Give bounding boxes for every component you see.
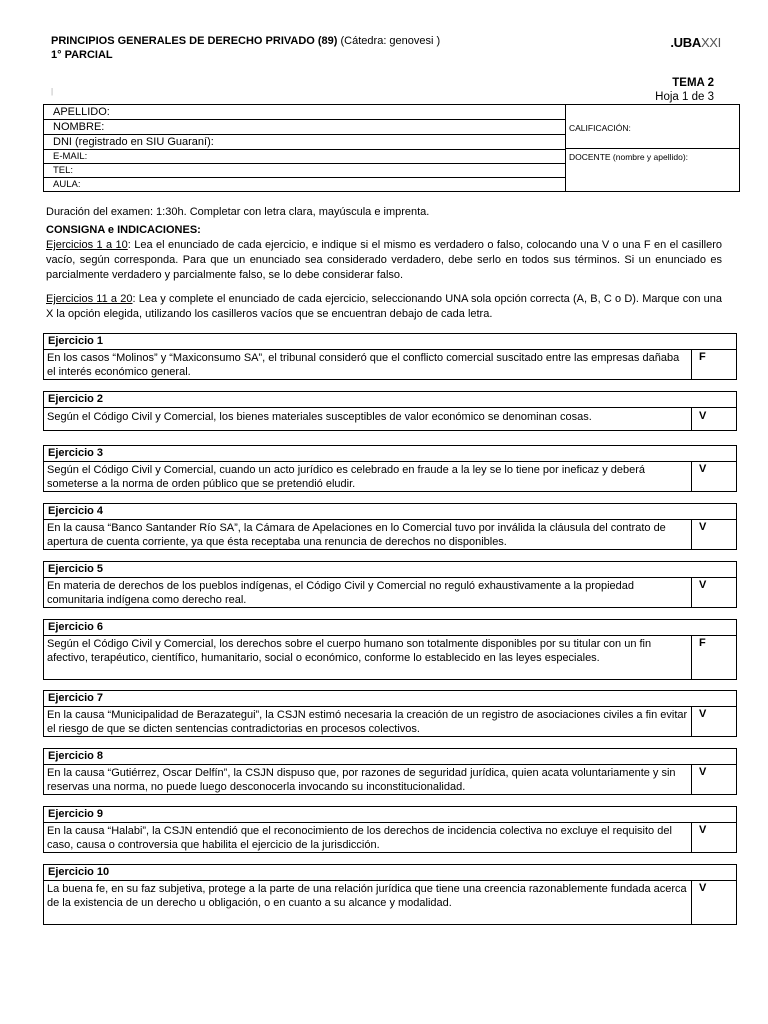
- tema-label: TEMA 2: [672, 77, 714, 89]
- answer-box[interactable]: F: [699, 637, 706, 649]
- exercise-title: Ejercicio 9: [44, 807, 736, 823]
- ej2-label: Ejercicios 11 a 20: [46, 293, 133, 305]
- exercise-statement: La buena fe, en su faz subjetiva, protege a la parte de una relación jurídica que tiene una creencia razonablemente fundada acerca de la existencia de un derecho u obligación, o en cuanto a su alcance y modalidad.: [44, 881, 692, 924]
- instructions: [46, 205, 722, 322]
- answer-box[interactable]: V: [699, 708, 707, 720]
- exercise-statement: En los casos “Molinos” y “Maxiconsumo SA”, el tribunal consideró que el conflicto comercial suscitado entre las empresas dañaba el interés económico general.: [44, 350, 692, 379]
- docente-label: DOCENTE (nombre y apellido):: [569, 152, 689, 162]
- margin-tick: |: [51, 87, 54, 96]
- exercise-9: [43, 806, 737, 853]
- exercise-10: [43, 864, 737, 925]
- tel-field[interactable]: TEL:: [44, 164, 566, 178]
- course-name: PRINCIPIOS GENERALES DE DERECHO PRIVADO (89): [51, 35, 338, 47]
- answer-box[interactable]: V: [699, 579, 707, 591]
- logo-suffix: XXI: [700, 35, 721, 50]
- instructions-part-2: [46, 292, 722, 322]
- parcial-label: 1° PARCIAL: [51, 49, 113, 61]
- exercise-statement: Según el Código Civil y Comercial, cuando un acto jurídico es celebrado en fraude a la ley se lo tiene por ineficaz y deberá someterse a la norma de orden público que se pretendió eludir.: [44, 462, 692, 491]
- aula-field[interactable]: AULA:: [53, 179, 81, 190]
- nombre-field[interactable]: NOMBRE:: [44, 120, 566, 135]
- exercise-statement: En materia de derechos de los pueblos indígenas, el Código Civil y Comercial no reguló exhaustivamente a la propiedad comunitaria indígena como derecho real.: [44, 578, 692, 607]
- exercise-title: Ejercicio 4: [44, 504, 736, 520]
- duracion-text: Duración del examen: 1:30h. Completar con letra clara, mayúscula e imprenta.: [46, 206, 430, 218]
- exercise-2: [43, 391, 737, 431]
- logo-main: .UBA: [670, 35, 701, 50]
- exercise-title: Ejercicio 8: [44, 749, 736, 765]
- consigna-heading: CONSIGNA e INDICACIONES:: [46, 224, 201, 236]
- answer-box[interactable]: V: [699, 410, 707, 422]
- exercise-statement: En la causa “Municipalidad de Berazategui”, la CSJN estimó necesaria la creación de un registro de asociaciones civiles a fin evitar el riesgo de que se dicten sentencias contradictorias en procesos colectivos.: [44, 707, 692, 736]
- exercise-title: Ejercicio 10: [44, 865, 736, 881]
- document-header: [51, 35, 721, 65]
- uba-logo: [670, 35, 721, 50]
- answer-box[interactable]: V: [699, 463, 707, 475]
- exercise-3: [43, 445, 737, 492]
- exercise-title: Ejercicio 3: [44, 446, 736, 462]
- answer-box[interactable]: V: [699, 766, 707, 778]
- calificacion-divider: [566, 148, 739, 149]
- calificacion-label: CALIFICACIÓN:: [569, 123, 631, 133]
- exercise-title: Ejercicio 6: [44, 620, 736, 636]
- course-title: [51, 35, 440, 47]
- exercise-statement: Según el Código Civil y Comercial, los bienes materiales susceptibles de valor económico se denominan cosas.: [44, 408, 692, 430]
- catedra-label: (Cátedra: genovesi ): [340, 35, 441, 47]
- ej1-text: : Lea el enunciado de cada ejercicio, e indique si el mismo es verdadero o falso, colocando una V o una F en el casillero vacío, según corresponda. Para que un enunciado sea considerado verdadero, debe serlo en todos sus términos. Si un enunciado es parcialmente verdadero y parcialmente falso, se lo debe considerar falso.: [46, 239, 722, 281]
- exercise-title: Ejercicio 7: [44, 691, 736, 707]
- student-id-table: [43, 104, 740, 192]
- exercise-6: [43, 619, 737, 680]
- email-field[interactable]: E-MAIL:: [44, 150, 566, 164]
- exercise-7: [43, 690, 737, 737]
- exercise-title: Ejercicio 1: [44, 334, 736, 350]
- answer-box[interactable]: V: [699, 824, 707, 836]
- exercise-statement: Según el Código Civil y Comercial, los derechos sobre el cuerpo humano son totalmente disponibles por su titular con un fin afectivo, terapéutico, científico, humanitario, social o económico, conforme lo establecido en las leyes especiales.: [44, 636, 692, 679]
- ej2-text: : Lea y complete el enunciado de cada ejercicio, seleccionando UNA sola opción correcta (A, B, C o D). Marque con una X la opción elegida, utilizando los casilleros vacíos que se encuentran debajo de cada letra.: [46, 293, 722, 320]
- exercise-title: Ejercicio 2: [44, 392, 736, 408]
- exercise-statement: En la causa “Gutiérrez, Oscar Delfín”, la CSJN dispuso que, por razones de seguridad jurídica, quien acata voluntariamente y sin reservas una norma, no puede luego desconocerla invocando su inconstitucionalidad.: [44, 765, 692, 794]
- exercise-statement: En la causa “Banco Santander Río SA”, la Cámara de Apelaciones en lo Comercial tuvo por inválida la cláusula del contrato de apertura de cuenta corriente, ya que ésta receptaba una renuncia de derechos no disponibles.: [44, 520, 692, 549]
- apellido-field[interactable]: APELLIDO:: [44, 105, 566, 120]
- exercise-5: [43, 561, 737, 608]
- answer-box[interactable]: F: [699, 351, 706, 363]
- exercise-8: [43, 748, 737, 795]
- ej1-label: Ejercicios 1 a 10: [46, 239, 128, 251]
- answer-box[interactable]: V: [699, 521, 707, 533]
- exercise-statement: En la causa “Halabi”, la CSJN entendió que el reconocimiento de los derechos de incidencia colectiva no excluye el requisito del caso, causa o controversia que habilita el ejercicio de la jurisdicción.: [44, 823, 692, 852]
- page-indicator: Hoja 1 de 3: [655, 91, 714, 103]
- instructions-part-1: [46, 238, 722, 283]
- answer-box[interactable]: V: [699, 882, 707, 894]
- exercise-title: Ejercicio 5: [44, 562, 736, 578]
- exercise-1: [43, 333, 737, 380]
- student-fields: [44, 105, 566, 191]
- dni-field[interactable]: DNI (registrado en SIU Guaraní):: [44, 135, 566, 150]
- exercise-4: [43, 503, 737, 550]
